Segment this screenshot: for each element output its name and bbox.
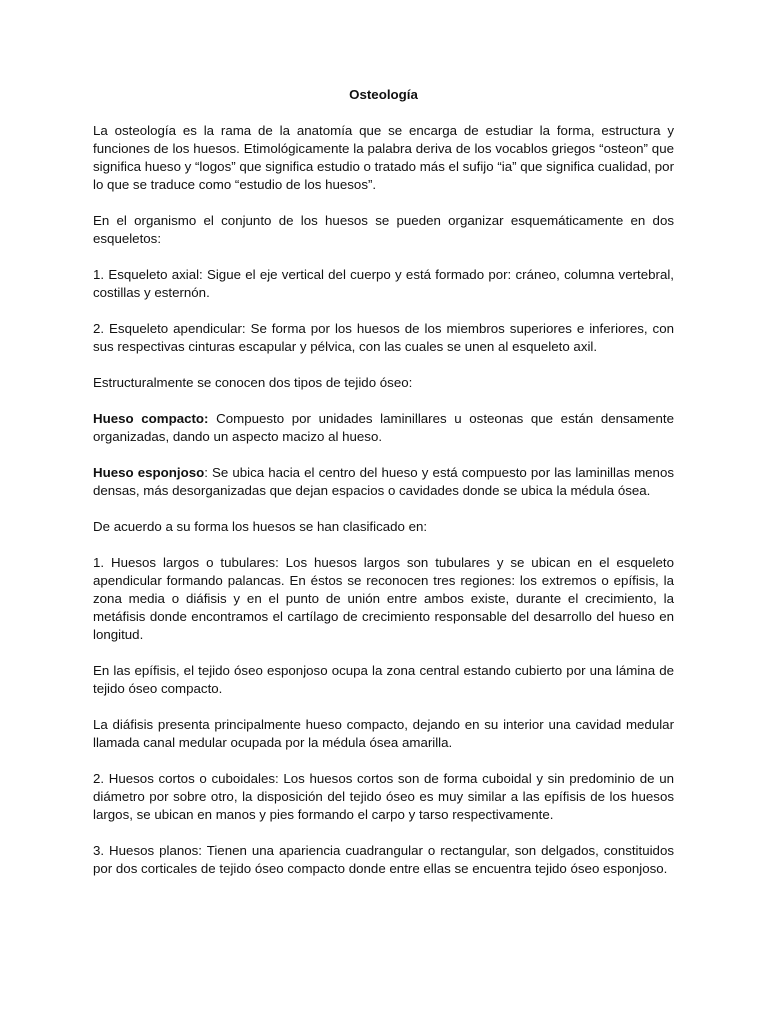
- document-title: Osteología: [349, 87, 418, 102]
- paragraph-compact-bone: [93, 410, 674, 446]
- paragraph-epiphysis: En las epífisis, el tejido óseo esponjoso ocupa la zona central estando cubierto por una lámina de tejido óseo compacto.: [93, 663, 674, 696]
- document-page: [93, 86, 674, 896]
- paragraph-skeletons-intro: En el organismo el conjunto de los huesos se pueden organizar esquemáticamente en dos esqueletos:: [93, 213, 674, 246]
- paragraph-long-bones: 1. Huesos largos o tubulares: Los huesos largos son tubulares y se ubican en el esqueleto apendicular formando palancas. En éstos se reconocen tres regiones: los extremos o epífisis, la zona media o diáfisis y en el punto de unión entre ambos existe, durante el crecimiento, la metáfisis donde encontramos el cartílago de crecimiento responsable del desarrollo del hueso en longitud.: [93, 555, 674, 642]
- paragraph-appendicular-skeleton: 2. Esqueleto apendicular: Se forma por los huesos de los miembros superiores e inferiores, con sus respectivas cinturas escapular y pélvica, con las cuales se unen al esqueleto axil.: [93, 321, 674, 354]
- compact-bone-description: Compuesto por unidades laminillares u osteonas que están densamente organizadas, dando un aspecto macizo al hueso.: [93, 411, 674, 444]
- paragraph-diaphysis: La diáfisis presenta principalmente hueso compacto, dejando en su interior una cavidad medular llamada canal medular ocupada por la médula ósea amarilla.: [93, 717, 674, 750]
- term-spongy-bone: Hueso esponjoso: [93, 465, 205, 480]
- paragraph-classification-intro: De acuerdo a su forma los huesos se han clasificado en:: [93, 519, 428, 534]
- paragraph-tissue-types-intro: Estructuralmente se conocen dos tipos de tejido óseo:: [93, 375, 413, 390]
- term-compact-bone: Hueso compacto:: [93, 411, 209, 426]
- spongy-bone-description: : Se ubica hacia el centro del hueso y está compuesto por las laminillas menos densas, más desorganizadas que dejan espacios o cavidades donde se ubica la médula ósea.: [93, 465, 674, 498]
- paragraph-definition: La osteología es la rama de la anatomía que se encarga de estudiar la forma, estructura y funciones de los huesos. Etimológicamente la palabra deriva de los vocablos griegos “osteon” que significa hueso y “logos” que significa estudio o tratado más el sufijo “ia” que significa cualidad, por lo que se traduce como “estudio de los huesos”.: [93, 123, 674, 192]
- paragraph-axial-skeleton: 1. Esqueleto axial: Sigue el eje vertical del cuerpo y está formado por: cráneo, columna vertebral, costillas y esternón.: [93, 267, 674, 300]
- paragraph-spongy-bone: [93, 464, 674, 500]
- paragraph-short-bones: 2. Huesos cortos o cuboidales: Los huesos cortos son de forma cuboidal y sin predominio de un diámetro por sobre otro, la disposición del tejido óseo es muy similar a las epífisis de los huesos largos, se ubican en manos y pies formando el carpo y tarso respectivamente.: [93, 771, 674, 822]
- paragraph-flat-bones: 3. Huesos planos: Tienen una apariencia cuadrangular o rectangular, son delgados, constituidos por dos corticales de tejido óseo compacto donde entre ellas se encuentra tejido óseo esponjoso.: [93, 843, 674, 876]
